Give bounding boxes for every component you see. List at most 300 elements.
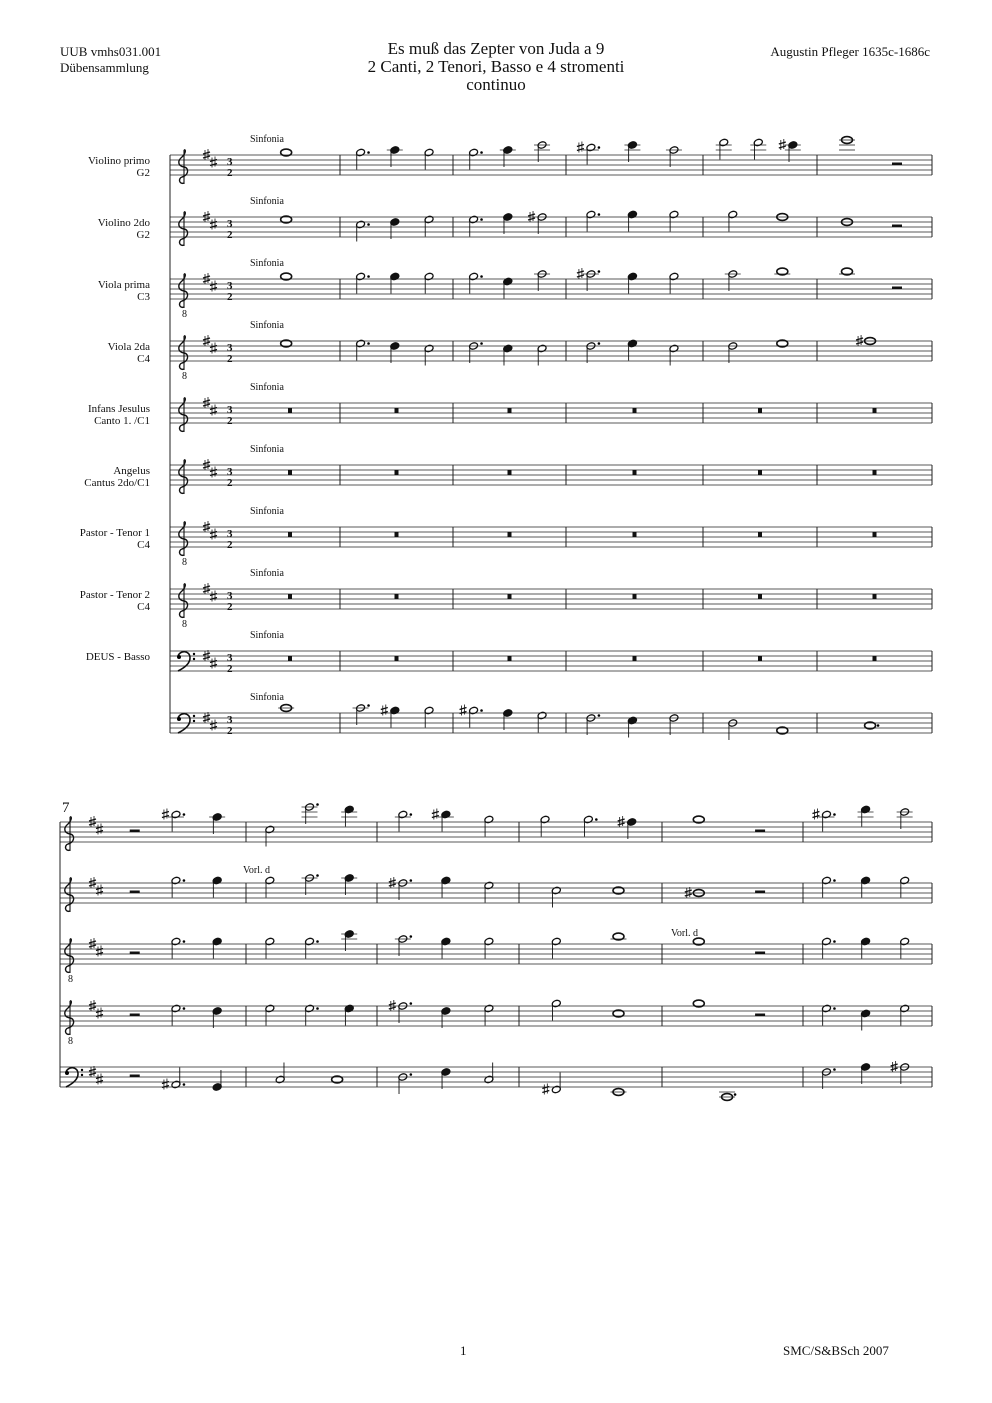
sharp-sign: [685, 887, 692, 898]
augmentation-dot: [410, 813, 413, 816]
sharp-sign: [856, 335, 863, 346]
half-note: [356, 704, 366, 725]
svg-text:2: 2: [227, 725, 233, 737]
half-note: [669, 272, 679, 293]
augmentation-dot: [410, 1073, 413, 1076]
sharp-sign: [210, 658, 217, 669]
breve-rest: [758, 656, 762, 661]
half-note: [484, 815, 494, 836]
section-label: Sinfonia: [250, 196, 284, 207]
half-note: [719, 138, 729, 159]
sharp-sign: [89, 1000, 96, 1011]
half-note: [305, 803, 315, 824]
sharp-sign: [162, 809, 169, 820]
sharp-sign: [203, 397, 210, 408]
staff-name: Angelus: [113, 465, 150, 477]
staff-lines: [60, 1067, 932, 1087]
augmentation-dot: [183, 1083, 186, 1086]
staff-clef-label: Canto 1. /C1: [94, 415, 150, 427]
section-label: Sinfonia: [250, 630, 284, 641]
staff-lines: [170, 279, 932, 299]
augmentation-dot: [877, 724, 880, 727]
svg-text:2: 2: [227, 167, 233, 179]
octave-mark: 8: [182, 309, 187, 320]
sharp-sign: [89, 877, 96, 888]
augmentation-dot: [410, 879, 413, 882]
staff-lines: [170, 155, 932, 175]
breve-rest: [873, 408, 877, 413]
sharp-sign: [210, 405, 217, 416]
half-rest: [130, 1014, 140, 1017]
augmentation-dot: [367, 275, 370, 278]
time-signature: [227, 652, 233, 675]
breve-rest: [633, 656, 637, 661]
half-note: [275, 1063, 285, 1084]
time-signature: [227, 218, 233, 241]
breve-rest: [508, 470, 512, 475]
quarter-note: [390, 146, 400, 167]
half-note: [265, 1004, 275, 1025]
half-note: [398, 1002, 408, 1023]
quarter-note: [503, 344, 513, 365]
half-note: [586, 342, 596, 363]
octave-mark: 8: [68, 1036, 73, 1047]
quarter-note: [390, 706, 400, 727]
staff-lines: [170, 651, 932, 671]
section-label: Sinfonia: [250, 382, 284, 393]
staff-lines: [170, 403, 932, 423]
sharp-sign: [577, 268, 584, 279]
breve-rest: [758, 408, 762, 413]
half-note: [586, 270, 596, 291]
breve-rest: [508, 656, 512, 661]
augmentation-dot: [833, 1068, 836, 1071]
time-signature: [227, 156, 233, 179]
staff-name: Violino primo: [88, 155, 150, 167]
staff-lines: [170, 713, 932, 733]
sharp-sign: [203, 712, 210, 723]
sharp-sign: [389, 1000, 396, 1011]
title-line-3: continuo: [466, 75, 526, 94]
svg-text:3: 3: [227, 218, 233, 230]
sharp-sign: [381, 705, 388, 716]
quarter-note: [861, 805, 871, 826]
svg-text:2: 2: [227, 415, 233, 427]
sharp-sign: [203, 583, 210, 594]
augmentation-dot: [410, 1002, 413, 1005]
quarter-note: [344, 805, 354, 826]
half-rest: [755, 1014, 765, 1017]
annotation: Vorl. d: [671, 928, 699, 939]
staff-lines: [170, 589, 932, 609]
staff-name: Violino 2do: [97, 217, 150, 229]
quarter-note: [441, 1007, 451, 1028]
half-note: [171, 1004, 181, 1025]
breve-rest: [395, 594, 399, 599]
quarter-note: [441, 876, 451, 897]
augmentation-dot: [367, 704, 370, 707]
section-label: Sinfonia: [250, 506, 284, 517]
measure-number: 7: [62, 800, 70, 816]
half-note: [537, 270, 547, 291]
quarter-note: [344, 874, 354, 895]
time-signature: [227, 466, 233, 489]
half-rest: [130, 830, 140, 833]
half-note: [424, 215, 434, 236]
sharp-sign: [96, 1074, 103, 1085]
section-label: Sinfonia: [250, 568, 284, 579]
half-note: [900, 937, 910, 958]
quarter-note: [861, 876, 871, 897]
breve-rest: [633, 470, 637, 475]
half-note: [469, 272, 479, 293]
footer-credit: SMC/S&BSch 2007: [783, 1343, 889, 1358]
half-note: [424, 148, 434, 169]
half-note: [356, 272, 366, 293]
augmentation-dot: [183, 813, 186, 816]
octave-mark: 8: [182, 557, 187, 568]
half-rest: [130, 952, 140, 955]
augmentation-dot: [598, 213, 601, 216]
sharp-sign: [203, 149, 210, 160]
half-note: [484, 1063, 494, 1084]
sharp-sign: [203, 335, 210, 346]
breve-rest: [288, 408, 292, 413]
half-rest: [892, 225, 902, 228]
breve-rest: [508, 532, 512, 537]
staff-clef-label: C3: [137, 291, 150, 303]
svg-text:2: 2: [227, 601, 233, 613]
sharp-sign: [460, 705, 467, 716]
svg-text:2: 2: [227, 539, 233, 551]
sharp-sign: [89, 938, 96, 949]
breve-rest: [395, 656, 399, 661]
half-rest: [892, 163, 902, 166]
breve-rest: [633, 594, 637, 599]
sharp-sign: [779, 139, 786, 150]
sharp-sign: [210, 529, 217, 540]
title-line-2: 2 Canti, 2 Tenori, Basso e 4 stromenti: [367, 57, 625, 76]
breve-rest: [758, 470, 762, 475]
half-note: [900, 876, 910, 897]
half-note: [305, 874, 315, 895]
half-note: [265, 876, 275, 897]
sharp-sign: [210, 467, 217, 478]
svg-text:2: 2: [227, 353, 233, 365]
half-note: [537, 344, 547, 365]
augmentation-dot: [833, 940, 836, 943]
svg-text:2: 2: [227, 663, 233, 675]
half-note: [551, 1073, 561, 1094]
sharp-sign: [203, 650, 210, 661]
staff-name: Viola 2da: [107, 341, 150, 353]
half-note: [669, 210, 679, 231]
source-shelfmark: UUB vmhs031.001: [60, 44, 162, 59]
half-note: [900, 808, 910, 829]
augmentation-dot: [316, 940, 319, 943]
sharp-sign: [812, 809, 819, 820]
half-note: [669, 714, 679, 735]
augmentation-dot: [367, 223, 370, 226]
time-signature: [227, 404, 233, 427]
half-note: [821, 1004, 831, 1025]
half-note: [900, 1004, 910, 1025]
sharp-sign: [577, 142, 584, 153]
half-note: [669, 146, 679, 167]
staff-lines: [170, 527, 932, 547]
augmentation-dot: [595, 818, 598, 821]
augmentation-dot: [183, 879, 186, 882]
staff-clef-label: G2: [136, 167, 150, 179]
breve-rest: [288, 594, 292, 599]
half-rest: [130, 891, 140, 894]
half-note: [669, 344, 679, 365]
half-note: [305, 1004, 315, 1025]
breve-rest: [288, 470, 292, 475]
svg-text:3: 3: [227, 590, 233, 602]
augmentation-dot: [410, 935, 413, 938]
time-signature: [227, 528, 233, 551]
half-rest: [755, 891, 765, 894]
breve-rest: [288, 656, 292, 661]
half-note: [821, 876, 831, 897]
svg-text:3: 3: [227, 528, 233, 540]
half-note: [469, 148, 479, 169]
breve-rest: [288, 532, 292, 537]
sharp-sign: [96, 885, 103, 896]
half-note: [424, 706, 434, 727]
quarter-note: [627, 339, 637, 360]
annotation: Vorl. d: [243, 865, 271, 876]
section-label: Sinfonia: [250, 134, 284, 145]
quarter-note: [344, 1004, 354, 1025]
breve-rest: [873, 656, 877, 661]
half-note: [821, 1068, 831, 1089]
half-rest: [755, 830, 765, 833]
quarter-note: [390, 272, 400, 293]
augmentation-dot: [183, 1007, 186, 1010]
breve-rest: [508, 408, 512, 413]
page-number: 1: [460, 1343, 467, 1358]
half-note: [398, 1073, 408, 1094]
half-note: [398, 935, 408, 956]
half-note: [900, 1063, 910, 1084]
half-note: [728, 342, 738, 363]
half-note: [484, 937, 494, 958]
section-label: Sinfonia: [250, 320, 284, 331]
sharp-sign: [210, 343, 217, 354]
staff-name: Pastor - Tenor 1: [79, 527, 150, 539]
augmentation-dot: [316, 1007, 319, 1010]
time-signature: [227, 342, 233, 365]
augmentation-dot: [316, 874, 319, 877]
quarter-note: [390, 218, 400, 239]
section-label: Sinfonia: [250, 692, 284, 703]
half-note: [821, 937, 831, 958]
quarter-note: [627, 818, 637, 839]
sharp-sign: [210, 281, 217, 292]
half-note: [537, 213, 547, 234]
svg-text:3: 3: [227, 466, 233, 478]
half-note: [484, 1004, 494, 1025]
sharp-sign: [542, 1084, 549, 1095]
quarter-note: [212, 1070, 222, 1091]
sharp-sign: [618, 816, 625, 827]
sharp-sign: [162, 1079, 169, 1090]
staff-lines: [60, 944, 932, 964]
half-note: [537, 711, 547, 732]
half-note: [171, 1068, 181, 1089]
staff-clef-label: C4: [137, 353, 150, 365]
sharp-sign: [89, 816, 96, 827]
octave-mark: 8: [68, 974, 73, 985]
time-signature: [227, 714, 233, 737]
composer: Augustin Pfleger 1635c-1686c: [770, 44, 930, 59]
quarter-note: [861, 937, 871, 958]
octave-mark: 8: [182, 619, 187, 630]
breve-rest: [395, 408, 399, 413]
breve-rest: [873, 594, 877, 599]
title-line-1: Es muß das Zepter von Juda a 9: [387, 39, 605, 58]
augmentation-dot: [833, 1007, 836, 1010]
staff-lines: [170, 217, 932, 237]
svg-text:2: 2: [227, 291, 233, 303]
quarter-note: [627, 716, 637, 737]
quarter-note: [503, 146, 513, 167]
half-note: [821, 810, 831, 831]
staff-lines: [60, 883, 932, 903]
breve-rest: [633, 408, 637, 413]
half-note: [424, 344, 434, 365]
quarter-note: [861, 1063, 871, 1084]
half-note: [540, 815, 550, 836]
augmentation-dot: [367, 342, 370, 345]
sharp-sign: [389, 877, 396, 888]
svg-text:3: 3: [227, 280, 233, 292]
section-label: Sinfonia: [250, 258, 284, 269]
augmentation-dot: [598, 146, 601, 149]
sharp-sign: [203, 211, 210, 222]
quarter-note: [441, 810, 451, 831]
half-note: [537, 141, 547, 162]
breve-rest: [873, 532, 877, 537]
augmentation-dot: [480, 218, 483, 221]
sharp-sign: [89, 1066, 96, 1077]
staff-name: Viola prima: [97, 279, 150, 291]
breve-rest: [758, 532, 762, 537]
breve-rest: [508, 594, 512, 599]
sharp-sign: [891, 1061, 898, 1072]
staff-clef-label: G2: [136, 229, 150, 241]
half-note: [171, 876, 181, 897]
half-note: [469, 706, 479, 727]
quarter-note: [503, 213, 513, 234]
staff-clef-label: C4: [137, 601, 150, 613]
staff-lines: [60, 822, 932, 842]
sharp-sign: [203, 521, 210, 532]
sharp-sign: [96, 824, 103, 835]
quarter-note: [627, 210, 637, 231]
quarter-note: [390, 342, 400, 363]
sharp-sign: [210, 219, 217, 230]
staff-name: DEUS - Basso: [85, 651, 150, 663]
quarter-note: [212, 937, 222, 958]
quarter-note: [441, 1068, 451, 1089]
half-note: [424, 272, 434, 293]
half-note: [753, 138, 763, 159]
half-note: [586, 714, 596, 735]
quarter-note: [212, 813, 222, 834]
sharp-sign: [528, 211, 535, 222]
augmentation-dot: [734, 1093, 737, 1096]
augmentation-dot: [183, 940, 186, 943]
svg-text:3: 3: [227, 156, 233, 168]
staff-lines: [60, 1006, 932, 1026]
half-note: [265, 937, 275, 958]
sharp-sign: [203, 273, 210, 284]
section-label: Sinfonia: [250, 444, 284, 455]
source-collection: Dübensammlung: [60, 60, 149, 75]
staff-lines: [170, 465, 932, 485]
augmentation-dot: [833, 813, 836, 816]
breve-rest: [758, 594, 762, 599]
half-note: [728, 719, 738, 740]
sharp-sign: [203, 459, 210, 470]
breve-rest: [395, 532, 399, 537]
augmentation-dot: [480, 709, 483, 712]
quarter-note: [788, 141, 798, 162]
half-note: [484, 881, 494, 902]
staff-clef-label: C4: [137, 539, 150, 551]
quarter-note: [441, 937, 451, 958]
octave-mark: 8: [182, 371, 187, 382]
half-note: [171, 937, 181, 958]
half-note: [398, 810, 408, 831]
half-note: [728, 270, 738, 291]
half-note: [356, 220, 366, 241]
half-rest: [892, 287, 902, 290]
augmentation-dot: [598, 714, 601, 717]
half-rest: [130, 1075, 140, 1078]
staff-name: Infans Jesulus: [87, 403, 150, 415]
staff-name: Pastor - Tenor 2: [79, 589, 150, 601]
half-note: [551, 937, 561, 958]
half-note: [469, 342, 479, 363]
svg-text:3: 3: [227, 404, 233, 416]
staff-clef-label: Cantus 2do/C1: [84, 477, 150, 489]
svg-text:2: 2: [227, 477, 233, 489]
half-note: [586, 210, 596, 231]
augmentation-dot: [480, 342, 483, 345]
half-note: [398, 879, 408, 900]
time-signature: [227, 280, 233, 303]
augmentation-dot: [833, 879, 836, 882]
quarter-note: [627, 141, 637, 162]
quarter-note: [503, 277, 513, 298]
half-note: [356, 148, 366, 169]
sharp-sign: [210, 157, 217, 168]
half-note: [551, 886, 561, 907]
svg-text:3: 3: [227, 714, 233, 726]
augmentation-dot: [598, 270, 601, 273]
augmentation-dot: [598, 342, 601, 345]
quarter-note: [503, 709, 513, 730]
half-note: [586, 143, 596, 164]
svg-text:3: 3: [227, 342, 233, 354]
augmentation-dot: [367, 151, 370, 154]
half-note: [305, 937, 315, 958]
half-note: [171, 810, 181, 831]
